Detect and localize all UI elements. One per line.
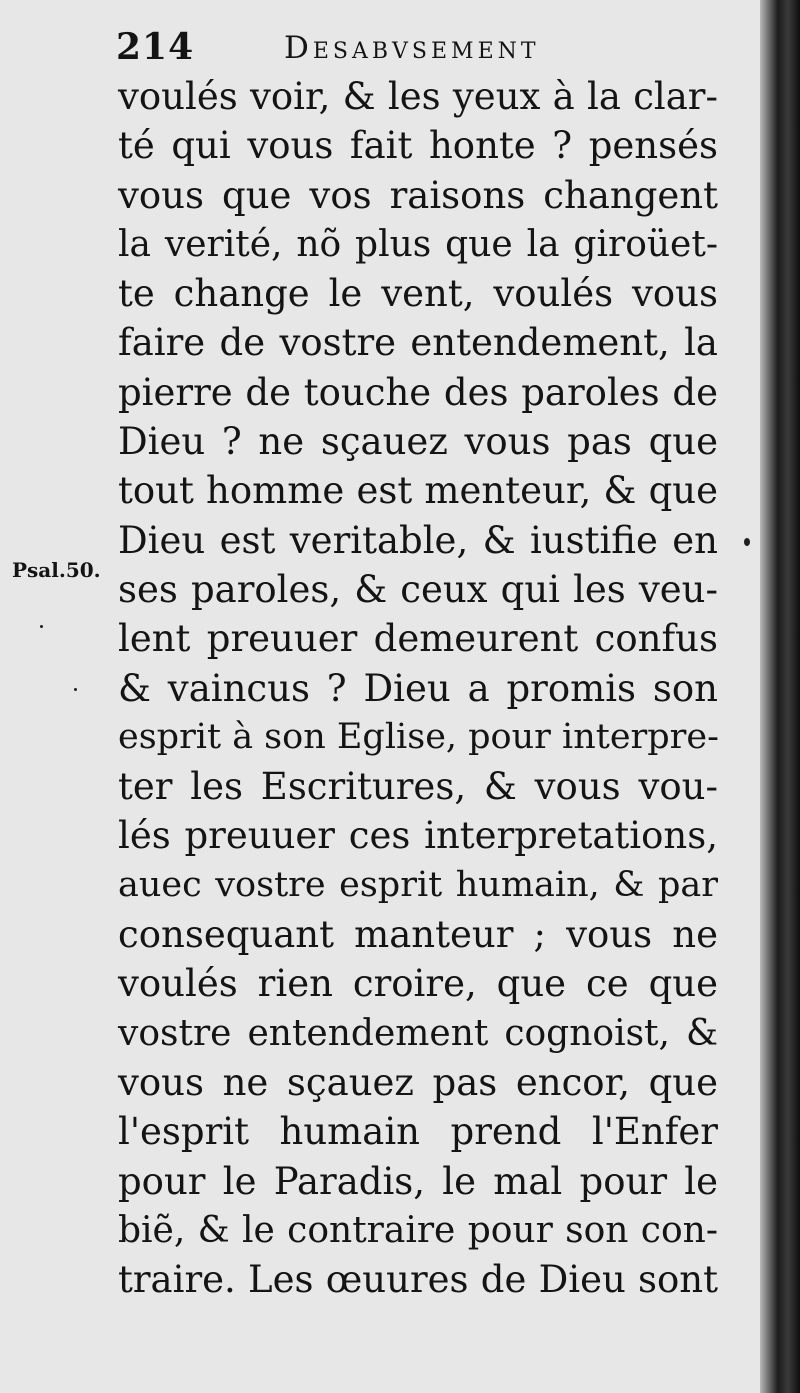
text-line: vous que vos raisons changent: [118, 173, 718, 217]
ink-speck: [74, 688, 77, 691]
body-text: [118, 72, 718, 1304]
text-line: biẽ, & le contraire pour son con-: [118, 1209, 718, 1251]
text-line: ses paroles, & ceux qui les veu-: [118, 567, 718, 611]
text-line: traire. Les œuures de Dieu sont: [118, 1258, 718, 1302]
text-line: la verité, nõ plus que la giroüet-: [118, 223, 718, 265]
page-edge-shadow: [760, 0, 800, 1393]
text-line: & vaincus ? Dieu a promis son: [118, 666, 718, 710]
text-line: Dieu ? ne sçauez vous pas que: [118, 420, 718, 464]
text-line: voulés rien croire, que ce que: [118, 962, 718, 1006]
running-head: Desabvsement: [284, 30, 540, 66]
text-line: pour le Paradis, le mal pour le: [118, 1159, 718, 1203]
text-line: ter les Escritures, & vous vou-: [118, 765, 718, 809]
ink-speck: [40, 625, 43, 628]
text-line: l'esprit humain prend l'Enfer: [118, 1110, 718, 1154]
text-line: voulés voir, & les yeux à la clar-: [118, 75, 718, 118]
page-number: 214: [116, 26, 195, 68]
text-line: esprit à son Eglise, pour interpre-: [118, 716, 719, 757]
text-line: lent preuuer demeurent confus: [118, 617, 718, 661]
ink-speck: [744, 538, 750, 546]
text-line: vous ne sçauez pas encor, que: [118, 1060, 718, 1104]
text-line: té qui vous fait honte ? pensés: [118, 124, 718, 168]
text-line: auec vostre esprit humain, & par: [118, 864, 718, 905]
text-line: Dieu est veritable, & iustifie en: [118, 518, 718, 562]
marginal-note: Psal.50.: [12, 558, 101, 582]
text-line: consequant manteur ; vous ne: [118, 913, 718, 957]
page-header: [116, 18, 716, 78]
text-line: pierre de touche des paroles de: [118, 370, 718, 414]
text-line: lés preuuer ces interpretations,: [118, 814, 718, 858]
text-line: vostre entendement cognoist, &: [118, 1012, 718, 1054]
text-line: faire de vostre entendement, la: [118, 321, 718, 365]
text-line: te change le vent, voulés vous: [118, 272, 718, 316]
text-line: tout homme est menteur, & que: [118, 469, 718, 513]
